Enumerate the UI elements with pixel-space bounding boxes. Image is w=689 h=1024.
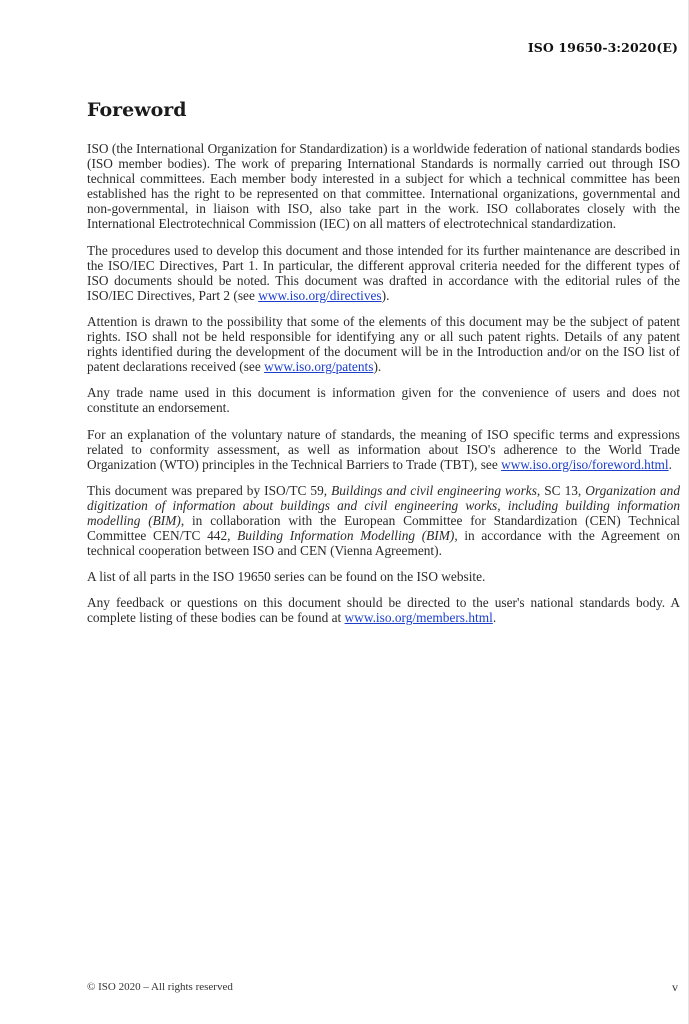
patents-link[interactable]: www.iso.org/patents [264, 359, 374, 375]
foreword-body [87, 141, 680, 637]
paragraph-patents-text: Attention is drawn to the possibility that some of the elements of this document may be the subject of patent rights. ISO shall not be held responsible for identifying any or all such patent rights. Details of any patent rights identified during the development of the document will be in the Introduction and/or on the ISO list of patent declarations received (see [87, 313, 680, 375]
paragraph-feedback [87, 595, 680, 625]
paragraph-patents-end: ). [373, 359, 382, 375]
paragraph-voluntary-nature [87, 427, 680, 472]
members-link[interactable]: www.iso.org/members.html [344, 610, 493, 626]
paragraph-procedures-end: ). [381, 287, 390, 303]
footer-copyright: © ISO 2020 – All rights reserved [87, 981, 233, 993]
prepared-by-committee-title: Buildings and civil engineering works [331, 482, 537, 498]
paragraph-series-list: A list of all parts in the ISO 19650 series can be found on the ISO website. [87, 569, 486, 585]
paragraph-feedback-text: Any feedback or questions on this document should be directed to the user's national standards body. A complete listing of these bodies can be found at [87, 595, 680, 626]
paragraph-prepared-by [87, 483, 680, 558]
prepared-by-text-1: This document was prepared by ISO/TC 59, [87, 482, 332, 498]
paragraph-iso-federation: ISO (the International Organization for Standardization) is a worldwide federation of national standards bodies (ISO member bodies). The work of preparing International Standards is normally carried out through ISO technical committees. Each member body interested in a subject for which a technical committee has been established has the right to be represented on that committee. International organizations, governmental and non-governmental, in liaison with ISO, also take part in the work. ISO collaborates closely with the International Electrotechnical Commission (IEC) on all matters of electrotechnical standardization. [87, 141, 680, 232]
paragraph-feedback-end: . [492, 610, 497, 626]
paragraph-procedures [87, 243, 680, 303]
paragraph-patents [87, 314, 680, 374]
prepared-by-text-2: , SC 13, [536, 482, 586, 498]
prepared-by-subcommittee-title: Organization and digitization of information about buildings and civil engineering works, including building information modelling (BIM) [87, 482, 680, 528]
footer-page-number: v [672, 980, 678, 994]
paragraph-voluntary-nature-end: . [668, 456, 672, 472]
directives-link[interactable]: www.iso.org/directives [258, 287, 382, 303]
foreword-link[interactable]: www.iso.org/iso/foreword.html [501, 456, 669, 472]
prepared-by-cen-title: Building Information Modelling (BIM) [237, 528, 455, 544]
paragraph-trade-name: Any trade name used in this document is information given for the convenience of users and does not constitute an endorsement. [87, 385, 680, 416]
prepared-by-text-3: , in collaboration with the European Committee for Standardization (CEN) Technical Committee CEN/TC 442, [87, 512, 680, 544]
document-identifier: ISO 19650-3:2020(E) [527, 40, 678, 55]
paragraph-voluntary-nature-text: For an explanation of the voluntary nature of standards, the meaning of ISO specific terms and expressions related to conformity assessment, as well as information about ISO's adherence to the World Trade Organization (WTO) principles in the Technical Barriers to Trade (TBT), see [87, 426, 680, 472]
paragraph-procedures-text: The procedures used to develop this document and those intended for its further maintenance are described in the ISO/IEC Directives, Part 1. In particular, the different approval criteria needed for the different types of ISO documents should be noted. This document was drafted in accordance with the editorial rules of the ISO/IEC Directives, Part 2 (see [87, 242, 680, 303]
prepared-by-text-4: , in accordance with the Agreement on technical cooperation between ISO and CEN (Vienna Agreement). [87, 528, 680, 559]
foreword-heading: Foreword [87, 99, 187, 121]
